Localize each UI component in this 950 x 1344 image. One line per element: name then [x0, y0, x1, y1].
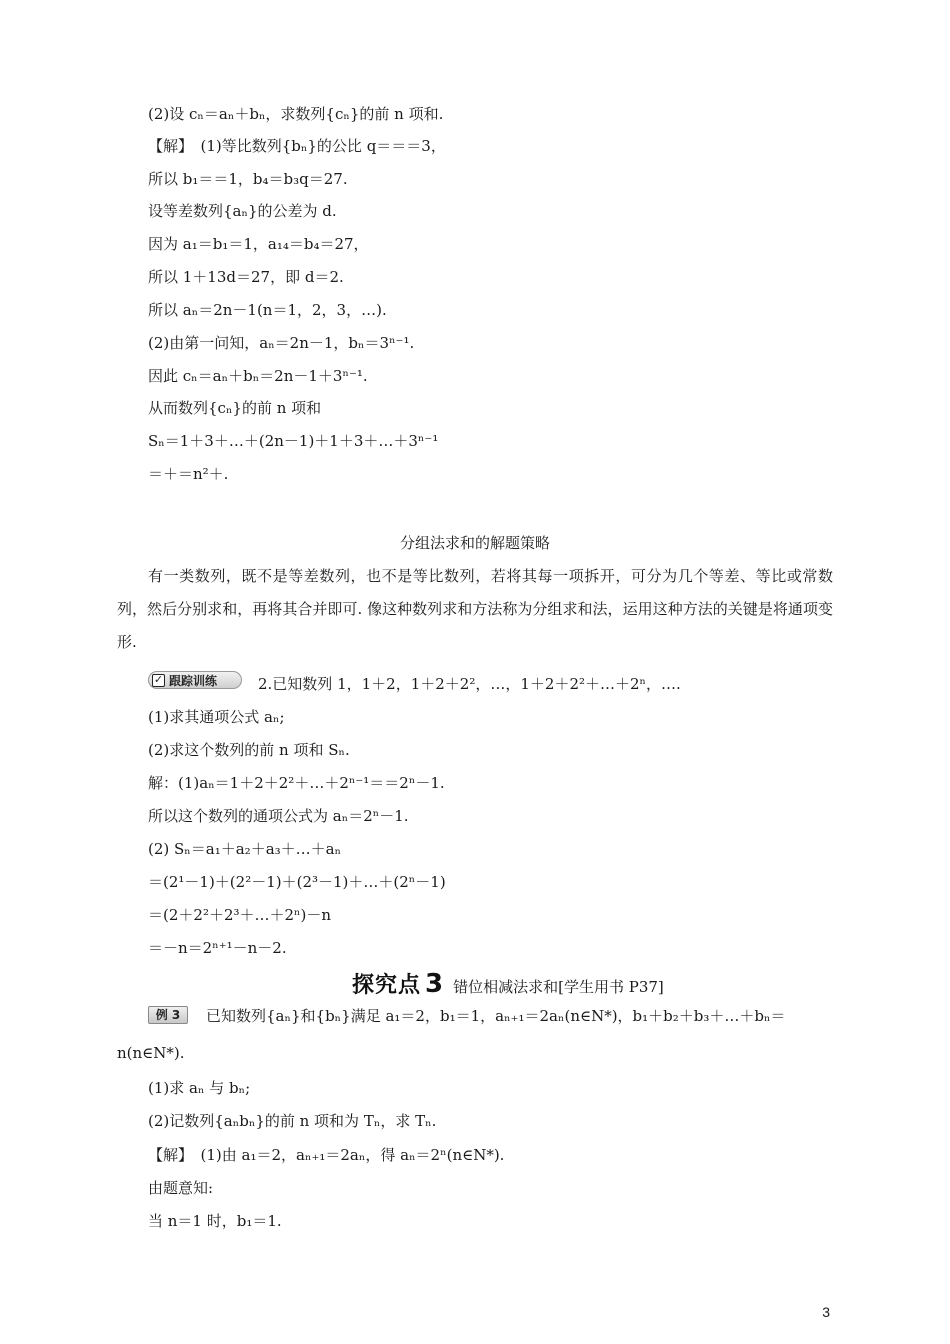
text-line: 所以 1＋13d＝27，即 d＝2.	[148, 268, 344, 286]
text-line: (2)记数列{aₙbₙ}的前 n 项和为 Tₙ，求 Tₙ.	[148, 1112, 437, 1130]
text-line: (2) Sₙ＝a₁＋a₂＋a₃＋…＋aₙ	[148, 840, 342, 858]
follow-problem: 2.已知数列 1，1＋2，1＋2＋2²，…，1＋2＋2²＋…＋2ⁿ，….	[258, 675, 681, 693]
text-line: (1)求其通项公式 aₙ;	[148, 708, 285, 726]
text-line: ＝(2＋2²＋2³＋…＋2ⁿ)－n	[148, 906, 332, 924]
strategy-paragraph: 有一类数列，既不是等差数列，也不是等比数列，若将其每一项拆开，可分为几个等差、等比或常数列，然后分别求和，再将其合并即可. 像这种数列求和方法称为分组求和法，运用这种方法的关键是将通项变形.	[117, 567, 833, 651]
section-title-subtitle: 错位相减法求和[学生用书 P37]	[453, 978, 664, 996]
page-number: 3	[822, 1304, 830, 1320]
check-icon: ✓	[153, 672, 164, 686]
text-line: 因为 a₁＝b₁＝1，a₁₄＝b₄＝27，	[148, 235, 369, 253]
follow-training-label: 跟踪训练	[169, 673, 218, 688]
follow-training-badge	[148, 671, 242, 689]
text-line: (2)设 cₙ＝aₙ＋bₙ，求数列{cₙ}的前 n 项和.	[148, 105, 444, 123]
text-line: 【解】 (1)等比数列{bₙ}的公比 q＝＝＝3，	[148, 137, 446, 155]
text-line: 所以 b₁＝＝1，b₄＝b₃q＝27.	[148, 170, 348, 188]
section-title-number: 3	[425, 969, 444, 999]
section-title	[352, 968, 664, 999]
text-line: 当 n＝1 时，b₁＝1.	[148, 1212, 282, 1230]
text-line: 由题意知:	[148, 1179, 214, 1197]
text-line: Sₙ＝1＋3＋…＋(2n－1)＋1＋3＋…＋3ⁿ⁻¹	[148, 432, 439, 450]
example-problem-line: 已知数列{aₙ}和{bₙ}满足 a₁＝2，b₁＝1，aₙ₊₁＝2aₙ(n∈N*)，b₁＋b₂＋b₃＋…＋bₙ＝	[206, 1007, 786, 1025]
example-badge: 例 3	[148, 1006, 188, 1024]
text-line: ＝－n＝2ⁿ⁺¹－n－2.	[148, 939, 287, 957]
text-line: 设等差数列{aₙ}的公差为 d.	[148, 202, 337, 220]
text-line: 因此 cₙ＝aₙ＋bₙ＝2n－1＋3ⁿ⁻¹.	[148, 367, 368, 385]
example-problem-line: n(n∈N*).	[117, 1044, 185, 1062]
text-line: 解：(1)aₙ＝1＋2＋2²＋…＋2ⁿ⁻¹＝＝2ⁿ－1.	[148, 774, 445, 792]
text-line: (2)求这个数列的前 n 项和 Sₙ.	[148, 741, 350, 759]
strategy-title: 分组法求和的解题策略	[399, 534, 550, 552]
text-line: 从而数列{cₙ}的前 n 项和	[148, 399, 322, 417]
section-title-main: 探究点	[352, 973, 422, 998]
text-line: (1)求 aₙ 与 bₙ;	[148, 1079, 251, 1097]
text-line: ＝＋＝n²＋.	[148, 465, 229, 483]
text-line: 【解】 (1)由 a₁＝2，aₙ₊₁＝2aₙ，得 aₙ＝2ⁿ(n∈N*).	[148, 1146, 505, 1164]
text-line: 所以这个数列的通项公式为 aₙ＝2ⁿ－1.	[148, 807, 409, 825]
text-line: 所以 aₙ＝2n－1(n＝1，2，3，…).	[148, 301, 387, 319]
text-line: (2)由第一问知，aₙ＝2n－1，bₙ＝3ⁿ⁻¹.	[148, 334, 415, 352]
text-line: ＝(2¹－1)＋(2²－1)＋(2³－1)＋…＋(2ⁿ－1)	[148, 873, 446, 891]
